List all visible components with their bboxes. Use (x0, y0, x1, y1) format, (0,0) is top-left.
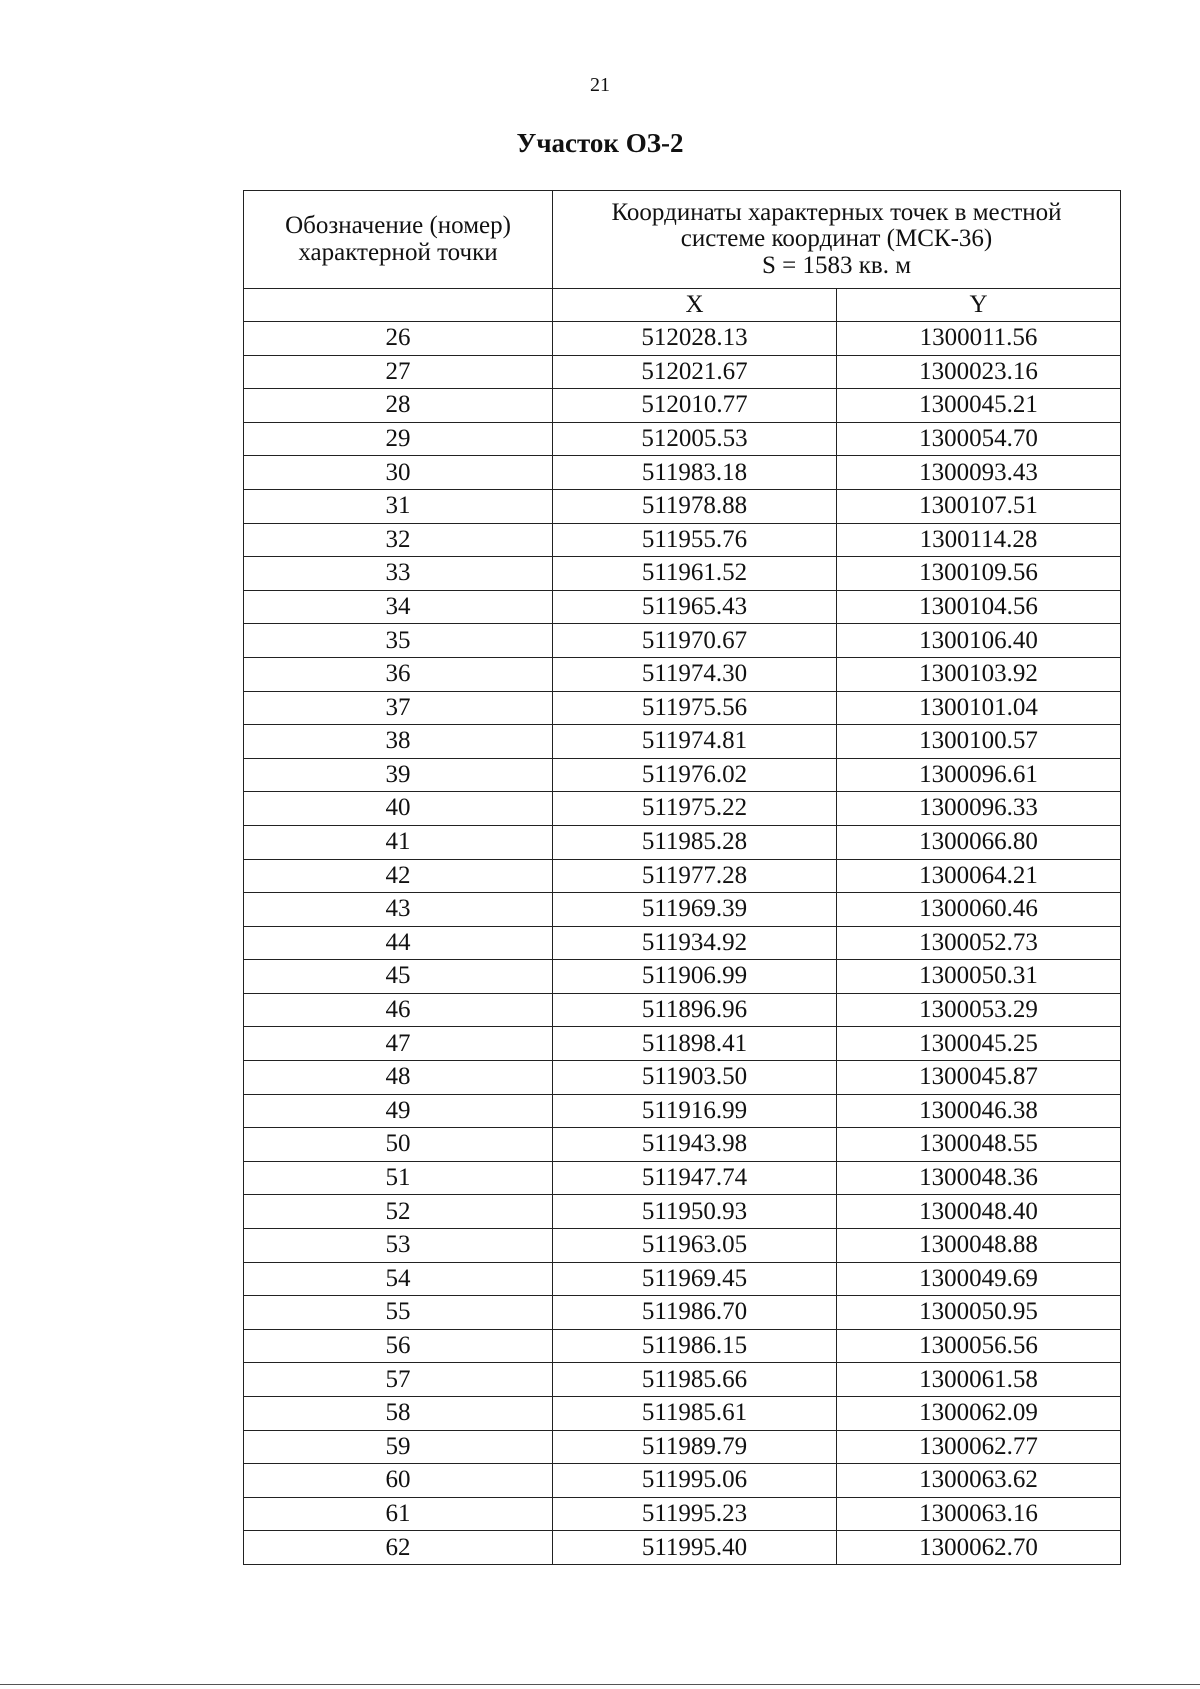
x-coordinate-cell: 511916.99 (553, 1094, 837, 1128)
point-number-cell: 29 (244, 422, 553, 456)
table-row (244, 590, 1121, 624)
x-coordinate-cell: 511955.76 (553, 523, 837, 557)
y-coordinate-cell: 1300103.92 (837, 657, 1121, 691)
point-number-cell: 57 (244, 1363, 553, 1397)
header-coordinates (553, 191, 1121, 289)
table-row (244, 1061, 1121, 1095)
point-number-cell: 58 (244, 1397, 553, 1431)
table-row (244, 825, 1121, 859)
table-row (244, 993, 1121, 1027)
point-number-cell: 53 (244, 1229, 553, 1263)
table-row (244, 1329, 1121, 1363)
y-coordinate-cell: 1300061.58 (837, 1363, 1121, 1397)
point-number-cell: 62 (244, 1531, 553, 1565)
table-row (244, 624, 1121, 658)
x-coordinate-cell: 511963.05 (553, 1229, 837, 1263)
x-coordinate-cell: 511943.98 (553, 1128, 837, 1162)
x-coordinate-cell: 511978.88 (553, 489, 837, 523)
point-number-cell: 59 (244, 1430, 553, 1464)
point-number-cell: 52 (244, 1195, 553, 1229)
x-coordinate-cell: 511906.99 (553, 960, 837, 994)
y-coordinate-cell: 1300048.55 (837, 1128, 1121, 1162)
point-number-cell: 40 (244, 792, 553, 826)
table-row (244, 1128, 1121, 1162)
x-coordinate-cell: 511969.39 (553, 893, 837, 927)
bottom-scan-edge (0, 1684, 1200, 1685)
y-coordinate-cell: 1300100.57 (837, 725, 1121, 759)
table-row (244, 1363, 1121, 1397)
column-header-x: X (553, 289, 837, 322)
x-coordinate-cell: 511986.15 (553, 1329, 837, 1363)
table-row (244, 422, 1121, 456)
y-coordinate-cell: 1300046.38 (837, 1094, 1121, 1128)
y-coordinate-cell: 1300109.56 (837, 557, 1121, 591)
point-number-cell: 43 (244, 893, 553, 927)
table-row (244, 1229, 1121, 1263)
header-coordinates-line1: Координаты характерных точек в местной (611, 199, 1062, 227)
x-coordinate-cell: 511896.96 (553, 993, 837, 1027)
y-coordinate-cell: 1300045.87 (837, 1061, 1121, 1095)
section-title: Участок ОЗ-2 (516, 128, 684, 158)
x-coordinate-cell: 511995.06 (553, 1464, 837, 1498)
point-number-cell: 39 (244, 758, 553, 792)
table-row (244, 1430, 1121, 1464)
x-coordinate-cell: 511965.43 (553, 590, 837, 624)
y-coordinate-cell: 1300063.16 (837, 1497, 1121, 1531)
x-coordinate-cell: 511970.67 (553, 624, 837, 658)
x-coordinate-cell: 511995.23 (553, 1497, 837, 1531)
table-row (244, 1262, 1121, 1296)
x-coordinate-cell: 511977.28 (553, 859, 837, 893)
x-coordinate-cell: 511974.81 (553, 725, 837, 759)
point-number-cell: 51 (244, 1161, 553, 1195)
y-coordinate-cell: 1300096.61 (837, 758, 1121, 792)
x-coordinate-cell: 512021.67 (553, 355, 837, 389)
table-row (244, 960, 1121, 994)
x-coordinate-cell: 511995.40 (553, 1531, 837, 1565)
point-number-cell: 28 (244, 389, 553, 423)
header-coordinates-line2: системе координат (МСК-36) (680, 225, 993, 253)
table-row (244, 456, 1121, 490)
table-row (244, 1464, 1121, 1498)
page-number: 21 (590, 74, 610, 96)
table-subheader-row (244, 289, 1121, 322)
x-coordinate-cell: 511961.52 (553, 557, 837, 591)
y-coordinate-cell: 1300104.56 (837, 590, 1121, 624)
point-number-cell: 42 (244, 859, 553, 893)
x-coordinate-cell: 511947.74 (553, 1161, 837, 1195)
x-coordinate-cell: 511985.61 (553, 1397, 837, 1431)
x-coordinate-cell: 511985.28 (553, 825, 837, 859)
y-coordinate-cell: 1300096.33 (837, 792, 1121, 826)
point-number-cell: 44 (244, 926, 553, 960)
point-number-cell: 30 (244, 456, 553, 490)
y-coordinate-cell: 1300045.25 (837, 1027, 1121, 1061)
subheader-empty-cell (244, 289, 553, 322)
point-number-cell: 49 (244, 1094, 553, 1128)
y-coordinate-cell: 1300048.36 (837, 1161, 1121, 1195)
x-coordinate-cell: 511986.70 (553, 1296, 837, 1330)
header-point-designation: Обозначение (номер) характерной точки (244, 191, 553, 289)
x-coordinate-cell: 511898.41 (553, 1027, 837, 1061)
y-coordinate-cell: 1300101.04 (837, 691, 1121, 725)
x-coordinate-cell: 511934.92 (553, 926, 837, 960)
y-coordinate-cell: 1300053.29 (837, 993, 1121, 1027)
point-number-cell: 36 (244, 657, 553, 691)
y-coordinate-cell: 1300062.09 (837, 1397, 1121, 1431)
point-number-cell: 27 (244, 355, 553, 389)
x-coordinate-cell: 512010.77 (553, 389, 837, 423)
table-header-row (244, 191, 1121, 289)
point-number-cell: 54 (244, 1262, 553, 1296)
table-row (244, 725, 1121, 759)
table-row (244, 1397, 1121, 1431)
table-row (244, 557, 1121, 591)
y-coordinate-cell: 1300023.16 (837, 355, 1121, 389)
point-number-cell: 45 (244, 960, 553, 994)
point-number-cell: 41 (244, 825, 553, 859)
point-number-cell: 48 (244, 1061, 553, 1095)
point-number-cell: 26 (244, 322, 553, 356)
table-row (244, 1195, 1121, 1229)
table-body (244, 322, 1121, 1565)
x-coordinate-cell: 511989.79 (553, 1430, 837, 1464)
point-number-cell: 34 (244, 590, 553, 624)
y-coordinate-cell: 1300048.40 (837, 1195, 1121, 1229)
y-coordinate-cell: 1300054.70 (837, 422, 1121, 456)
y-coordinate-cell: 1300050.95 (837, 1296, 1121, 1330)
point-number-cell: 31 (244, 489, 553, 523)
y-coordinate-cell: 1300064.21 (837, 859, 1121, 893)
y-coordinate-cell: 1300060.46 (837, 893, 1121, 927)
point-number-cell: 50 (244, 1128, 553, 1162)
y-coordinate-cell: 1300050.31 (837, 960, 1121, 994)
x-coordinate-cell: 511903.50 (553, 1061, 837, 1095)
table-row (244, 1161, 1121, 1195)
table-row (244, 859, 1121, 893)
table-row (244, 657, 1121, 691)
coordinates-table (243, 190, 1121, 1565)
y-coordinate-cell: 1300049.69 (837, 1262, 1121, 1296)
x-coordinate-cell: 511976.02 (553, 758, 837, 792)
table-row (244, 792, 1121, 826)
table-row (244, 1094, 1121, 1128)
x-coordinate-cell: 512028.13 (553, 322, 837, 356)
x-coordinate-cell: 511975.22 (553, 792, 837, 826)
x-coordinate-cell: 511975.56 (553, 691, 837, 725)
table-row (244, 489, 1121, 523)
header-area: S = 1583 кв. м (761, 251, 912, 279)
y-coordinate-cell: 1300056.56 (837, 1329, 1121, 1363)
table-row (244, 1296, 1121, 1330)
y-coordinate-cell: 1300107.51 (837, 489, 1121, 523)
x-coordinate-cell: 511969.45 (553, 1262, 837, 1296)
x-coordinate-cell: 512005.53 (553, 422, 837, 456)
point-number-cell: 60 (244, 1464, 553, 1498)
point-number-cell: 47 (244, 1027, 553, 1061)
y-coordinate-cell: 1300093.43 (837, 456, 1121, 490)
y-coordinate-cell: 1300066.80 (837, 825, 1121, 859)
table-row (244, 389, 1121, 423)
y-coordinate-cell: 1300048.88 (837, 1229, 1121, 1263)
point-number-cell: 56 (244, 1329, 553, 1363)
point-number-cell: 55 (244, 1296, 553, 1330)
y-coordinate-cell: 1300062.70 (837, 1531, 1121, 1565)
table-row (244, 322, 1121, 356)
point-number-cell: 33 (244, 557, 553, 591)
table-row (244, 893, 1121, 927)
column-header-y: Y (837, 289, 1121, 322)
point-number-cell: 32 (244, 523, 553, 557)
table-row (244, 1497, 1121, 1531)
point-number-cell: 37 (244, 691, 553, 725)
point-number-cell: 38 (244, 725, 553, 759)
x-coordinate-cell: 511974.30 (553, 657, 837, 691)
x-coordinate-cell: 511950.93 (553, 1195, 837, 1229)
y-coordinate-cell: 1300052.73 (837, 926, 1121, 960)
table-row (244, 691, 1121, 725)
table-row (244, 1027, 1121, 1061)
y-coordinate-cell: 1300063.62 (837, 1464, 1121, 1498)
y-coordinate-cell: 1300062.77 (837, 1430, 1121, 1464)
point-number-cell: 61 (244, 1497, 553, 1531)
point-number-cell: 35 (244, 624, 553, 658)
table-row (244, 1531, 1121, 1565)
point-number-cell: 46 (244, 993, 553, 1027)
y-coordinate-cell: 1300011.56 (837, 322, 1121, 356)
y-coordinate-cell: 1300045.21 (837, 389, 1121, 423)
y-coordinate-cell: 1300106.40 (837, 624, 1121, 658)
y-coordinate-cell: 1300114.28 (837, 523, 1121, 557)
table-row (244, 355, 1121, 389)
x-coordinate-cell: 511983.18 (553, 456, 837, 490)
table-row (244, 758, 1121, 792)
table-row (244, 523, 1121, 557)
table-row (244, 926, 1121, 960)
x-coordinate-cell: 511985.66 (553, 1363, 837, 1397)
